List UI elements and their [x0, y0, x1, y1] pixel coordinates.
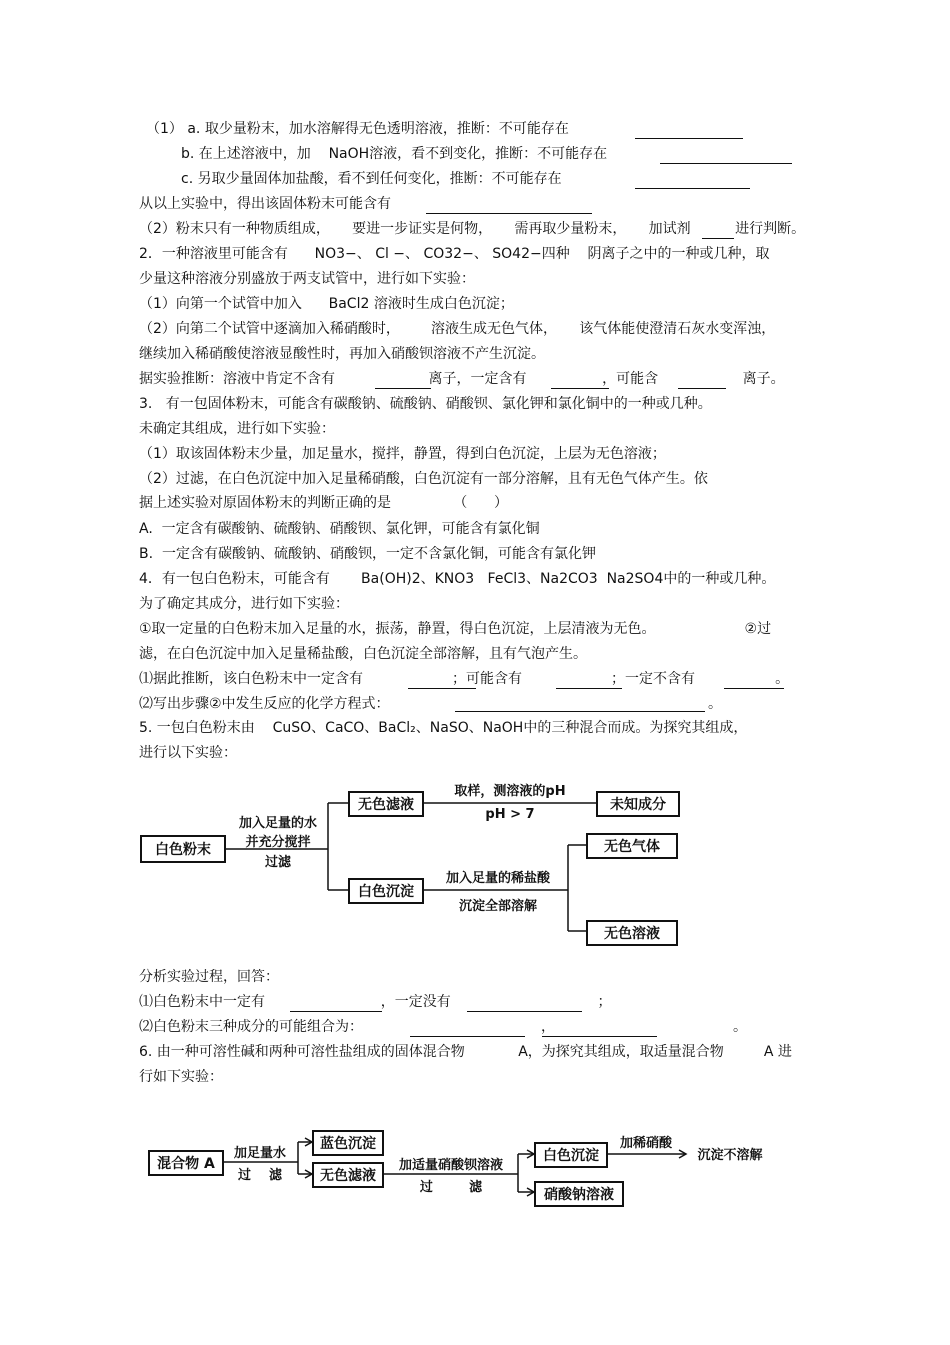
q4-line-3: ①取一定量的白色粉末加入足量的水，振荡，静置，得白色沉淀，上层清液为无色。 ②过: [139, 621, 772, 637]
mixture-a-box: 混合物 A: [148, 1150, 224, 1176]
q4-line-2: 为了确定其成分，进行如下实验：: [139, 596, 349, 612]
q5-line-1: 5. 一包白色粉末由 CuSO、CaCO、BaCl₂、NaSO、NaOH中的三种混合而成。为探究其组成，: [139, 720, 748, 736]
white-precipitate-box-6: 白色沉淀: [534, 1142, 608, 1168]
q6-line-1: 6. 由一种可溶性碱和两种可溶性盐组成的固体混合物 A，为探究其组成，取适量混合物 A 进: [139, 1044, 792, 1060]
q1b-blank[interactable]: [660, 163, 792, 164]
ph-value-label: pH > 7: [485, 807, 535, 822]
f6-step1-label-b: 过 滤: [237, 1168, 283, 1183]
q1-2-line: （2）粉末只有一种物质组成， 要进一步证实是何物， 需再取少量粉末， 加试剂 进行判断。: [139, 221, 806, 237]
white-powder-box: 白色粉末: [140, 835, 226, 863]
q5-analysis-line: 分析实验过程，回答：: [139, 969, 279, 985]
q4-line-1: 4．有一包白色粉末，可能含有 Ba(OH)2、KNO3 FeCl3、Na2CO3 Na2SO4中的一种或几种。: [139, 571, 776, 587]
q2-blank-3[interactable]: [678, 388, 726, 389]
q1a-line: （1） a. 取少量粉末，加水溶解得无色透明溶液，推断：不可能存在: [146, 121, 569, 137]
flowchart-5: [140, 775, 684, 950]
q4-line-4: 滤，在白色沉淀中加入足量稀盐酸，白色沉淀全部溶解，且有气泡产生。: [139, 646, 587, 662]
q1c-blank[interactable]: [635, 188, 750, 189]
q5-line-2: 进行以下实验：: [139, 745, 237, 761]
q4-line-5: ⑴据此推断，该白色粉末中一定含有 ；可能含有 ；一定不含有 。: [139, 671, 790, 687]
colorless-filtrate-box-6: 无色滤液: [312, 1162, 384, 1188]
q1b-line: b. 在上述溶液中，加 NaOH溶液，看不到变化，推断：不可能存在: [181, 146, 608, 162]
step1-label-a: 加入足量的水: [238, 816, 317, 831]
q5-blank-1[interactable]: [290, 1011, 382, 1012]
colorless-gas-box: 无色气体: [586, 833, 678, 859]
f6-step2-label-a: 加适量硝酸钡溶液: [398, 1158, 503, 1173]
q1a-blank[interactable]: [635, 138, 743, 139]
q2-blank-1[interactable]: [375, 388, 431, 389]
q5-blank-4[interactable]: [542, 1036, 657, 1037]
f6-step3-label: 加稀硝酸: [619, 1136, 672, 1151]
q1c-line: c. 另取少量固体加盐酸，看不到任何变化，推断：不可能存在: [181, 171, 562, 187]
f6-step1-label-a: 加足量水: [233, 1146, 286, 1161]
q6-line-2: 行如下实验：: [139, 1069, 223, 1085]
step1-label-c: 过滤: [264, 855, 291, 870]
q4-blank-1[interactable]: [408, 688, 476, 689]
q5-blank-3[interactable]: [410, 1036, 525, 1037]
blue-precipitate-box: 蓝色沉淀: [312, 1130, 384, 1156]
q2-line-5: 继续加入稀硝酸使溶液显酸性时，再加入硝酸钡溶液不产生沉淀。: [139, 346, 545, 362]
q4-period: 。: [708, 696, 722, 712]
f6-step2-label-b: 过 滤: [419, 1180, 483, 1195]
white-precipitate-box: 白色沉淀: [348, 878, 424, 904]
q3-option-b[interactable]: B. 一定含有碳酸钠、硫酸钠、硝酸钡，一定不含氯化铜，可能含有氯化钾: [139, 546, 596, 562]
q2-line-1: 2．一种溶液里可能含有 NO3−、 Cl −、 CO32−、 SO42−四种 阴离子之中的一种或几种，取: [139, 246, 770, 262]
no-dissolve-label: 沉淀不溶解: [697, 1148, 763, 1163]
q1-2-blank[interactable]: [702, 238, 734, 239]
q2-line-3: （1）向第一个试管中加入 BaCl2 溶液时生成白色沉淀；: [139, 296, 514, 312]
q4-line-6: ⑵写出步骤②中发生反应的化学方程式：: [139, 696, 390, 712]
q2-blank-2[interactable]: [551, 388, 609, 389]
q3-line-4: （2）过滤，在白色沉淀中加入足量稀硝酸，白色沉淀有一部分溶解，且有无色气体产生。依: [139, 471, 708, 487]
q2-line-2: 少量这种溶液分别盛放于两支试管中，进行如下实验：: [139, 271, 475, 287]
q3-line-5: 据上述实验对原固体粉末的判断正确的是 （ ）: [139, 495, 509, 511]
sodium-nitrate-solution-box: 硝酸钠溶液: [534, 1181, 624, 1207]
q3-option-a[interactable]: A. 一定含有碳酸钠、硫酸钠、硝酸钡、氯化钾，可能含有氯化铜: [139, 521, 540, 537]
acid-label-a: 加入足量的稀盐酸: [445, 871, 550, 886]
step1-label-b: 并充分搅拌: [245, 835, 311, 850]
q5-answer-2: ⑵白色粉末三种成分的可能组合为： ， 。: [139, 1019, 748, 1035]
acid-label-b: 沉淀全部溶解: [458, 899, 537, 914]
ph-test-label: 取样，测溶液的pH: [454, 784, 566, 799]
q3-line-1: 3. 有一包固体粉末，可能含有碳酸钠、硫酸钠、硝酸钡、氯化钾和氯化铜中的一种或几种。: [139, 396, 712, 412]
q5-answer-1: ⑴白色粉末中一定有 ，一定没有 ；: [139, 994, 612, 1010]
q4-equation-blank[interactable]: [455, 711, 705, 712]
q4-blank-3[interactable]: [724, 688, 784, 689]
unknown-component-box: 未知成分: [596, 791, 680, 817]
colorless-filtrate-box: 无色滤液: [348, 791, 424, 817]
q3-line-2: 未确定其组成，进行如下实验：: [139, 421, 335, 437]
colorless-solution-box: 无色溶液: [586, 920, 678, 946]
flowchart-6: [140, 1122, 772, 1208]
q5-blank-2[interactable]: [467, 1011, 582, 1012]
q2-line-6: 据实验推断：溶液中肯定不含有 离子，一定含有 ，可能含 离子。: [139, 371, 785, 387]
q1-conclusion-line: 从以上实验中，得出该固体粉末可能含有: [139, 196, 391, 212]
q3-line-3: （1）取该固体粉末少量，加足量水，搅拌，静置，得到白色沉淀，上层为无色溶液；: [139, 446, 666, 462]
q4-blank-2[interactable]: [556, 688, 622, 689]
q2-line-4: （2）向第二个试管中逐滴加入稀硝酸时， 溶液生成无色气体， 该气体能使澄清石灰水变浑浊，: [139, 321, 776, 337]
q1-conclusion-blank[interactable]: [426, 213, 592, 214]
